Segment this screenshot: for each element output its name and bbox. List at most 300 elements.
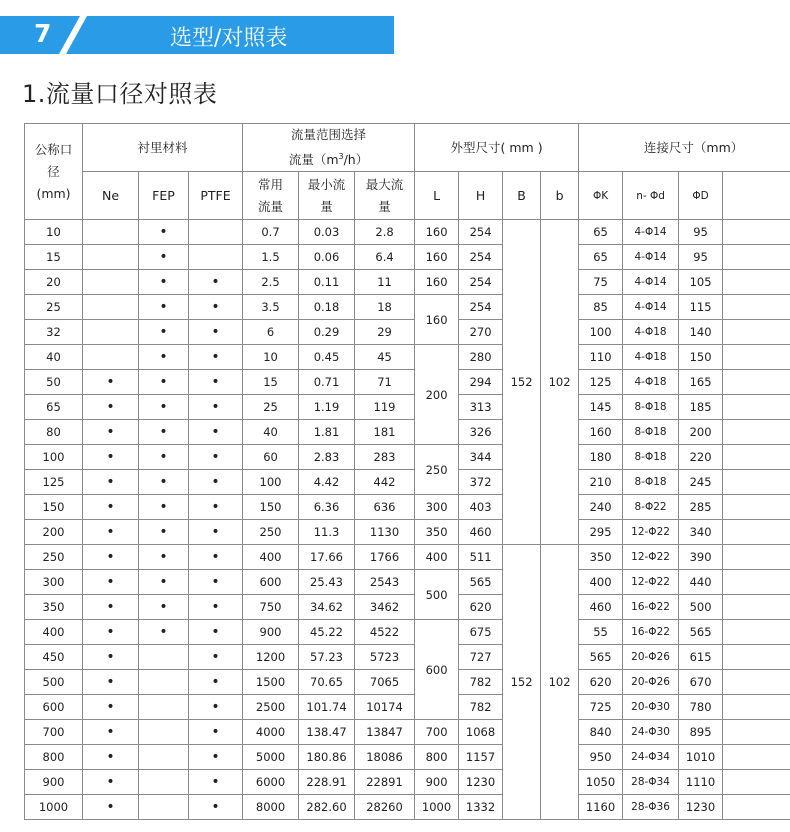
cell-common: 600 — [243, 570, 299, 595]
cell-D: 615 — [679, 645, 723, 670]
cell-fep: • — [139, 545, 189, 570]
cell-nd: 16-Φ22 — [623, 620, 679, 645]
cell-H: 254 — [459, 245, 503, 270]
cell-blank — [723, 595, 790, 620]
section-banner — [0, 16, 394, 54]
cell-nd: 8-Φ18 — [623, 470, 679, 495]
banner-number: 7 — [34, 19, 52, 48]
cell-H: 270 — [459, 320, 503, 345]
cell-max: 636 — [355, 495, 415, 520]
cell-K: 65 — [579, 220, 623, 245]
cell-common: 8000 — [243, 795, 299, 820]
cell-K: 565 — [579, 645, 623, 670]
cell-ne: • — [83, 595, 139, 620]
table-row — [25, 320, 790, 345]
cell-D: 440 — [679, 570, 723, 595]
cell-max: 6.4 — [355, 245, 415, 270]
cell-common: 60 — [243, 445, 299, 470]
cell-ptfe: • — [189, 295, 243, 320]
cell-fep: • — [139, 620, 189, 645]
cell-D: 565 — [679, 620, 723, 645]
cell-dn: 200 — [25, 520, 83, 545]
cell-min: 1.81 — [299, 420, 355, 445]
cell-min: 0.03 — [299, 220, 355, 245]
cell-blank — [723, 570, 790, 595]
cell-K: 145 — [579, 395, 623, 420]
cell-dn: 450 — [25, 645, 83, 670]
cell-L: 700 — [415, 720, 459, 745]
header-min: 最小流 量 — [299, 172, 355, 220]
cell-common: 100 — [243, 470, 299, 495]
cell-L: 160 — [415, 220, 459, 245]
table-row — [25, 595, 790, 620]
header-ne: Ne — [83, 172, 139, 220]
cell-b: 102 — [541, 545, 579, 820]
cell-blank — [723, 720, 790, 745]
cell-blank — [723, 545, 790, 570]
cell-D: 1110 — [679, 770, 723, 795]
cell-dn: 15 — [25, 245, 83, 270]
cell-ne: • — [83, 645, 139, 670]
cell-blank — [723, 495, 790, 520]
cell-H: 254 — [459, 270, 503, 295]
cell-blank — [723, 670, 790, 695]
cell-blank — [723, 645, 790, 670]
cell-ne: • — [83, 720, 139, 745]
cell-max: 10174 — [355, 695, 415, 720]
table-row — [25, 770, 790, 795]
cell-K: 1050 — [579, 770, 623, 795]
cell-ptfe: • — [189, 695, 243, 720]
cell-min: 45.22 — [299, 620, 355, 645]
cell-min: 57.23 — [299, 645, 355, 670]
cell-nd: 4-Φ18 — [623, 345, 679, 370]
cell-min: 11.3 — [299, 520, 355, 545]
cell-D: 140 — [679, 320, 723, 345]
cell-D: 390 — [679, 545, 723, 570]
cell-min: 0.06 — [299, 245, 355, 270]
cell-dn: 125 — [25, 470, 83, 495]
table-row — [25, 570, 790, 595]
table-row — [25, 720, 790, 745]
table-row — [25, 370, 790, 395]
cell-common: 750 — [243, 595, 299, 620]
cell-L: 1000 — [415, 795, 459, 820]
cell-fep — [139, 770, 189, 795]
cell-K: 240 — [579, 495, 623, 520]
cell-ne: • — [83, 445, 139, 470]
cell-K: 950 — [579, 745, 623, 770]
cell-L: 200 — [415, 345, 459, 445]
cell-max: 1130 — [355, 520, 415, 545]
page-heading: 1.流量口径对照表 — [22, 80, 218, 108]
cell-dn: 900 — [25, 770, 83, 795]
cell-ne — [83, 320, 139, 345]
cell-D: 220 — [679, 445, 723, 470]
cell-nd: 4-Φ14 — [623, 220, 679, 245]
cell-L: 350 — [415, 520, 459, 545]
cell-ne — [83, 270, 139, 295]
cell-nd: 4-Φ14 — [623, 295, 679, 320]
cell-ptfe — [189, 245, 243, 270]
cell-blank — [723, 320, 790, 345]
table-row — [25, 645, 790, 670]
table-row — [25, 345, 790, 370]
header-ptfe: PTFE — [189, 172, 243, 220]
table-row — [25, 295, 790, 320]
cell-ptfe — [189, 220, 243, 245]
cell-nd: 4-Φ14 — [623, 270, 679, 295]
cell-K: 110 — [579, 345, 623, 370]
cell-dn: 250 — [25, 545, 83, 570]
cell-min: 282.60 — [299, 795, 355, 820]
cell-max: 18086 — [355, 745, 415, 770]
cell-D: 185 — [679, 395, 723, 420]
cell-nd: 4-Φ18 — [623, 320, 679, 345]
cell-K: 75 — [579, 270, 623, 295]
cell-ptfe: • — [189, 645, 243, 670]
cell-min: 180.86 — [299, 745, 355, 770]
header-common: 常用 流量 — [243, 172, 299, 220]
cell-ne: • — [83, 695, 139, 720]
cell-common: 15 — [243, 370, 299, 395]
cell-H: 620 — [459, 595, 503, 620]
cell-nd: 8-Φ22 — [623, 495, 679, 520]
cell-fep: • — [139, 445, 189, 470]
cell-common: 6000 — [243, 770, 299, 795]
cell-blank — [723, 695, 790, 720]
cell-blank — [723, 445, 790, 470]
cell-H: 254 — [459, 295, 503, 320]
table-row — [25, 620, 790, 645]
header-dims: 外型尺寸( mm ) — [415, 124, 579, 172]
cell-L: 400 — [415, 545, 459, 570]
cell-ne: • — [83, 745, 139, 770]
cell-fep: • — [139, 470, 189, 495]
table-row — [25, 245, 790, 270]
cell-ne: • — [83, 520, 139, 545]
table-row — [25, 445, 790, 470]
cell-blank — [723, 370, 790, 395]
cell-nd: 20-Φ30 — [623, 695, 679, 720]
cell-min: 1.19 — [299, 395, 355, 420]
cell-blank — [723, 620, 790, 645]
cell-D: 1010 — [679, 745, 723, 770]
header-dn: 公称口 径 (mm) — [25, 124, 83, 220]
cell-H: 1332 — [459, 795, 503, 820]
cell-min: 138.47 — [299, 720, 355, 745]
cell-D: 285 — [679, 495, 723, 520]
cell-ne: • — [83, 795, 139, 820]
cell-K: 460 — [579, 595, 623, 620]
cell-fep — [139, 795, 189, 820]
cell-fep — [139, 695, 189, 720]
cell-K: 840 — [579, 720, 623, 745]
cell-D: 500 — [679, 595, 723, 620]
cell-min: 6.36 — [299, 495, 355, 520]
cell-min: 17.66 — [299, 545, 355, 570]
cell-ne: • — [83, 670, 139, 695]
cell-max: 71 — [355, 370, 415, 395]
cell-max: 28260 — [355, 795, 415, 820]
cell-blank — [723, 420, 790, 445]
cell-L: 800 — [415, 745, 459, 770]
cell-max: 3462 — [355, 595, 415, 620]
cell-nd: 16-Φ22 — [623, 595, 679, 620]
cell-K: 1160 — [579, 795, 623, 820]
cell-D: 105 — [679, 270, 723, 295]
cell-blank — [723, 295, 790, 320]
header-D: ΦD — [679, 172, 723, 220]
cell-fep: • — [139, 320, 189, 345]
cell-K: 400 — [579, 570, 623, 595]
cell-H: 460 — [459, 520, 503, 545]
table-row — [25, 670, 790, 695]
cell-K: 350 — [579, 545, 623, 570]
cell-dn: 400 — [25, 620, 83, 645]
cell-min: 228.91 — [299, 770, 355, 795]
cell-ptfe: • — [189, 545, 243, 570]
cell-dn: 50 — [25, 370, 83, 395]
cell-ne: • — [83, 370, 139, 395]
cell-ne — [83, 345, 139, 370]
cell-nd: 8-Φ18 — [623, 395, 679, 420]
cell-min: 101.74 — [299, 695, 355, 720]
cell-ne: • — [83, 770, 139, 795]
cell-nd: 20-Φ26 — [623, 670, 679, 695]
cell-dn: 100 — [25, 445, 83, 470]
cell-common: 250 — [243, 520, 299, 545]
cell-common: 5000 — [243, 745, 299, 770]
cell-K: 65 — [579, 245, 623, 270]
header-nd: n- Φd — [623, 172, 679, 220]
cell-B: 152 — [503, 545, 541, 820]
cell-fep: • — [139, 245, 189, 270]
cell-L: 160 — [415, 245, 459, 270]
cell-dn: 40 — [25, 345, 83, 370]
cell-dn: 500 — [25, 670, 83, 695]
cell-L: 900 — [415, 770, 459, 795]
cell-common: 6 — [243, 320, 299, 345]
cell-dn: 600 — [25, 695, 83, 720]
cell-nd: 28-Φ36 — [623, 795, 679, 820]
cell-max: 18 — [355, 295, 415, 320]
cell-fep: • — [139, 345, 189, 370]
cell-D: 95 — [679, 245, 723, 270]
cell-max: 11 — [355, 270, 415, 295]
cell-nd: 8-Φ18 — [623, 420, 679, 445]
cell-min: 0.29 — [299, 320, 355, 345]
cell-H: 313 — [459, 395, 503, 420]
cell-K: 180 — [579, 445, 623, 470]
header-blank — [723, 172, 790, 220]
cell-min: 0.11 — [299, 270, 355, 295]
cell-ptfe: • — [189, 670, 243, 695]
cell-ptfe: • — [189, 595, 243, 620]
cell-ptfe: • — [189, 420, 243, 445]
cell-nd: 28-Φ34 — [623, 770, 679, 795]
cell-ptfe: • — [189, 770, 243, 795]
table-row — [25, 795, 790, 820]
cell-dn: 700 — [25, 720, 83, 745]
cell-common: 40 — [243, 420, 299, 445]
cell-common: 10 — [243, 345, 299, 370]
cell-H: 294 — [459, 370, 503, 395]
cell-blank — [723, 220, 790, 245]
cell-min: 70.65 — [299, 670, 355, 695]
cell-common: 3.5 — [243, 295, 299, 320]
cell-D: 95 — [679, 220, 723, 245]
cell-H: 565 — [459, 570, 503, 595]
header-K: ΦK — [579, 172, 623, 220]
header-B: B — [503, 172, 541, 220]
cell-min: 34.62 — [299, 595, 355, 620]
cell-max: 4522 — [355, 620, 415, 645]
cell-K: 125 — [579, 370, 623, 395]
cell-fep: • — [139, 570, 189, 595]
cell-H: 1230 — [459, 770, 503, 795]
table-row — [25, 220, 790, 245]
cell-max: 29 — [355, 320, 415, 345]
cell-common: 2500 — [243, 695, 299, 720]
cell-max: 1766 — [355, 545, 415, 570]
cell-nd: 8-Φ18 — [623, 445, 679, 470]
cell-min: 0.71 — [299, 370, 355, 395]
cell-D: 150 — [679, 345, 723, 370]
cell-D: 1230 — [679, 795, 723, 820]
cell-D: 165 — [679, 370, 723, 395]
cell-common: 900 — [243, 620, 299, 645]
table-row — [25, 420, 790, 445]
cell-blank — [723, 470, 790, 495]
table-row — [25, 395, 790, 420]
cell-max: 45 — [355, 345, 415, 370]
cell-blank — [723, 270, 790, 295]
cell-K: 85 — [579, 295, 623, 320]
cell-max: 181 — [355, 420, 415, 445]
table-row — [25, 495, 790, 520]
cell-fep — [139, 745, 189, 770]
cell-fep — [139, 720, 189, 745]
cell-ne: • — [83, 545, 139, 570]
cell-max: 7065 — [355, 670, 415, 695]
cell-H: 403 — [459, 495, 503, 520]
cell-D: 670 — [679, 670, 723, 695]
cell-ne — [83, 295, 139, 320]
cell-min: 0.18 — [299, 295, 355, 320]
cell-fep: • — [139, 495, 189, 520]
cell-max: 2543 — [355, 570, 415, 595]
cell-ne: • — [83, 395, 139, 420]
cell-K: 725 — [579, 695, 623, 720]
cell-b: 102 — [541, 220, 579, 545]
header-max: 最大流 量 — [355, 172, 415, 220]
cell-nd: 12-Φ22 — [623, 570, 679, 595]
cell-common: 1200 — [243, 645, 299, 670]
cell-ptfe: • — [189, 320, 243, 345]
cell-D: 245 — [679, 470, 723, 495]
header-b: b — [541, 172, 579, 220]
cell-common: 400 — [243, 545, 299, 570]
cell-dn: 300 — [25, 570, 83, 595]
cell-ne: • — [83, 620, 139, 645]
cell-ptfe: • — [189, 370, 243, 395]
cell-ptfe: • — [189, 520, 243, 545]
cell-ptfe: • — [189, 795, 243, 820]
table-row — [25, 745, 790, 770]
cell-common: 25 — [243, 395, 299, 420]
cell-K: 295 — [579, 520, 623, 545]
cell-K: 100 — [579, 320, 623, 345]
cell-ptfe: • — [189, 445, 243, 470]
cell-H: 782 — [459, 670, 503, 695]
cell-min: 0.45 — [299, 345, 355, 370]
cell-fep: • — [139, 220, 189, 245]
cell-L: 250 — [415, 445, 459, 495]
cell-fep — [139, 645, 189, 670]
cell-blank — [723, 795, 790, 820]
cell-H: 344 — [459, 445, 503, 470]
table-row — [25, 695, 790, 720]
cell-ptfe: • — [189, 470, 243, 495]
cell-max: 119 — [355, 395, 415, 420]
cell-fep: • — [139, 370, 189, 395]
cell-H: 1157 — [459, 745, 503, 770]
cell-nd: 20-Φ26 — [623, 645, 679, 670]
cell-ptfe: • — [189, 745, 243, 770]
cell-common: 0.7 — [243, 220, 299, 245]
banner-title: 选型/对照表 — [170, 26, 288, 51]
cell-dn: 10 — [25, 220, 83, 245]
cell-H: 326 — [459, 420, 503, 445]
cell-D: 895 — [679, 720, 723, 745]
cell-max: 22891 — [355, 770, 415, 795]
cell-H: 372 — [459, 470, 503, 495]
header-conn: 连接尺寸（mm） — [579, 124, 790, 172]
cell-common: 2.5 — [243, 270, 299, 295]
table-row — [25, 270, 790, 295]
cell-min: 2.83 — [299, 445, 355, 470]
cell-L: 160 — [415, 270, 459, 295]
cell-blank — [723, 345, 790, 370]
cell-L: 600 — [415, 620, 459, 720]
cell-ne: • — [83, 495, 139, 520]
cell-dn: 350 — [25, 595, 83, 620]
cell-K: 620 — [579, 670, 623, 695]
cell-D: 200 — [679, 420, 723, 445]
cell-K: 210 — [579, 470, 623, 495]
cell-ne: • — [83, 470, 139, 495]
cell-L: 300 — [415, 495, 459, 520]
cell-ne: • — [83, 420, 139, 445]
cell-ptfe: • — [189, 720, 243, 745]
cell-D: 780 — [679, 695, 723, 720]
table-row — [25, 520, 790, 545]
cell-L: 160 — [415, 295, 459, 345]
cell-H: 1068 — [459, 720, 503, 745]
cell-dn: 800 — [25, 745, 83, 770]
cell-H: 675 — [459, 620, 503, 645]
cell-K: 160 — [579, 420, 623, 445]
cell-ne — [83, 245, 139, 270]
cell-blank — [723, 520, 790, 545]
cell-nd: 24-Φ34 — [623, 745, 679, 770]
cell-common: 4000 — [243, 720, 299, 745]
cell-ptfe: • — [189, 345, 243, 370]
cell-nd: 4-Φ14 — [623, 245, 679, 270]
cell-L: 500 — [415, 570, 459, 620]
cell-common: 150 — [243, 495, 299, 520]
